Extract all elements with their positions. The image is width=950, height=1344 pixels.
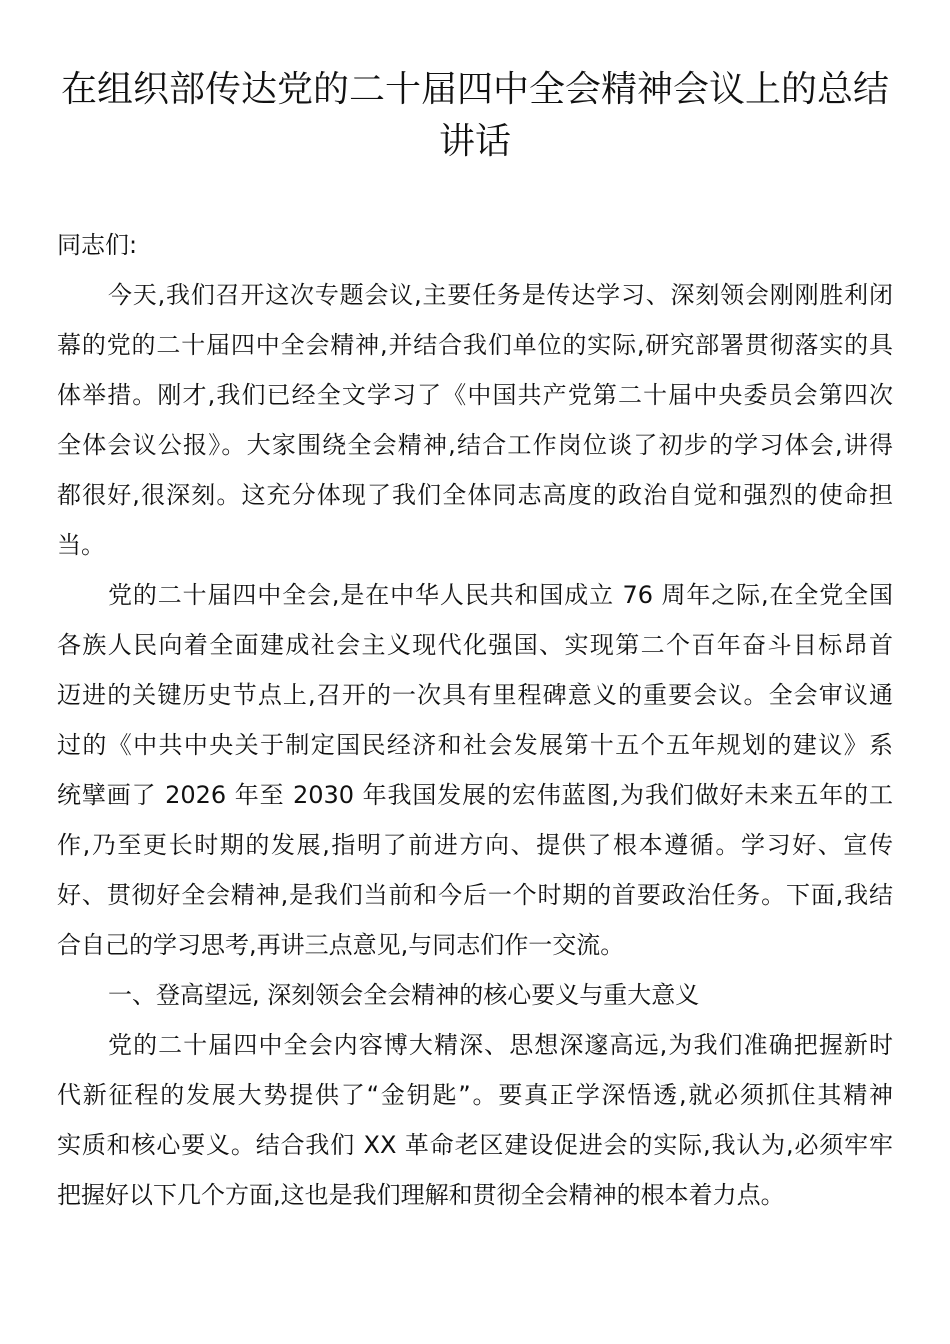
paragraph-line: 过的《中共中央关于制定国民经济和社会发展第十五个五年规划的建议》系: [57, 731, 893, 759]
document-title: [40, 64, 910, 168]
section-paragraph: [57, 1020, 893, 1220]
paragraph-1: [57, 270, 893, 570]
paragraph-line: 迈进的关键历史节点上,召开的一次具有里程碑意义的重要会议。全会审议通: [57, 681, 893, 709]
paragraph-line: 作,乃至更长时期的发展,指明了前进方向、提供了根本遵循。学习好、宣传: [57, 831, 893, 859]
paragraph-line: 各族人民向着全面建成社会主义现代化强国、实现第二个百年奋斗目标昂首: [57, 631, 893, 659]
paragraph-line: 都很好,很深刻。这充分体现了我们全体同志高度的政治自觉和强烈的使命担: [57, 481, 893, 509]
paragraph-line: 体举措。刚才,我们已经全文学习了《中国共产党第二十届中央委员会第四次: [57, 381, 893, 409]
paragraph-line: 党的二十届四中全会内容博大精深、思想深邃高远,为我们准确把握新时: [108, 1031, 893, 1059]
paragraph-line: 好、贯彻好全会精神,是我们当前和今后一个时期的首要政治任务。下面,我结: [57, 881, 893, 909]
paragraph-line: 当。: [57, 531, 105, 559]
paragraph-line: 幕的党的二十届四中全会精神,并结合我们单位的实际,研究部署贯彻落实的具: [57, 331, 893, 359]
paragraph-line: 代新征程的发展大势提供了“金钥匙”。要真正学深悟透,就必须抓住其精神: [57, 1081, 893, 1109]
paragraph-line: 党的二十届四中全会,是在中华人民共和国成立 76 周年之际,在全党全国: [108, 581, 893, 609]
document-body: [57, 220, 893, 1220]
title-line-2: 讲话: [438, 121, 511, 162]
paragraph-line: 合自己的学习思考,再讲三点意见,与同志们作一交流。: [57, 931, 625, 959]
section-heading: 一、登高望远, 深刻领会全会精神的核心要义与重大意义: [108, 981, 700, 1009]
salutation: 同志们:: [57, 231, 138, 259]
paragraph-line: 全体会议公报》。大家围绕全会精神,结合工作岗位谈了初步的学习体会,讲得: [57, 431, 893, 459]
paragraph-2: [57, 570, 893, 970]
title-line-1: 在组织部传达党的二十届四中全会精神会议上的总结: [60, 69, 889, 110]
paragraph-line: 实质和核心要义。结合我们 XX 革命老区建设促进会的实际,我认为,必须牢牢: [57, 1131, 893, 1159]
paragraph-line: 统擘画了 2026 年至 2030 年我国发展的宏伟蓝图,为我们做好未来五年的工: [57, 781, 893, 809]
paragraph-line: 今天,我们召开这次专题会议,主要任务是传达学习、深刻领会刚刚胜利闭: [108, 281, 893, 309]
paragraph-line: 把握好以下几个方面,这也是我们理解和贯彻全会精神的根本着力点。: [57, 1181, 785, 1209]
